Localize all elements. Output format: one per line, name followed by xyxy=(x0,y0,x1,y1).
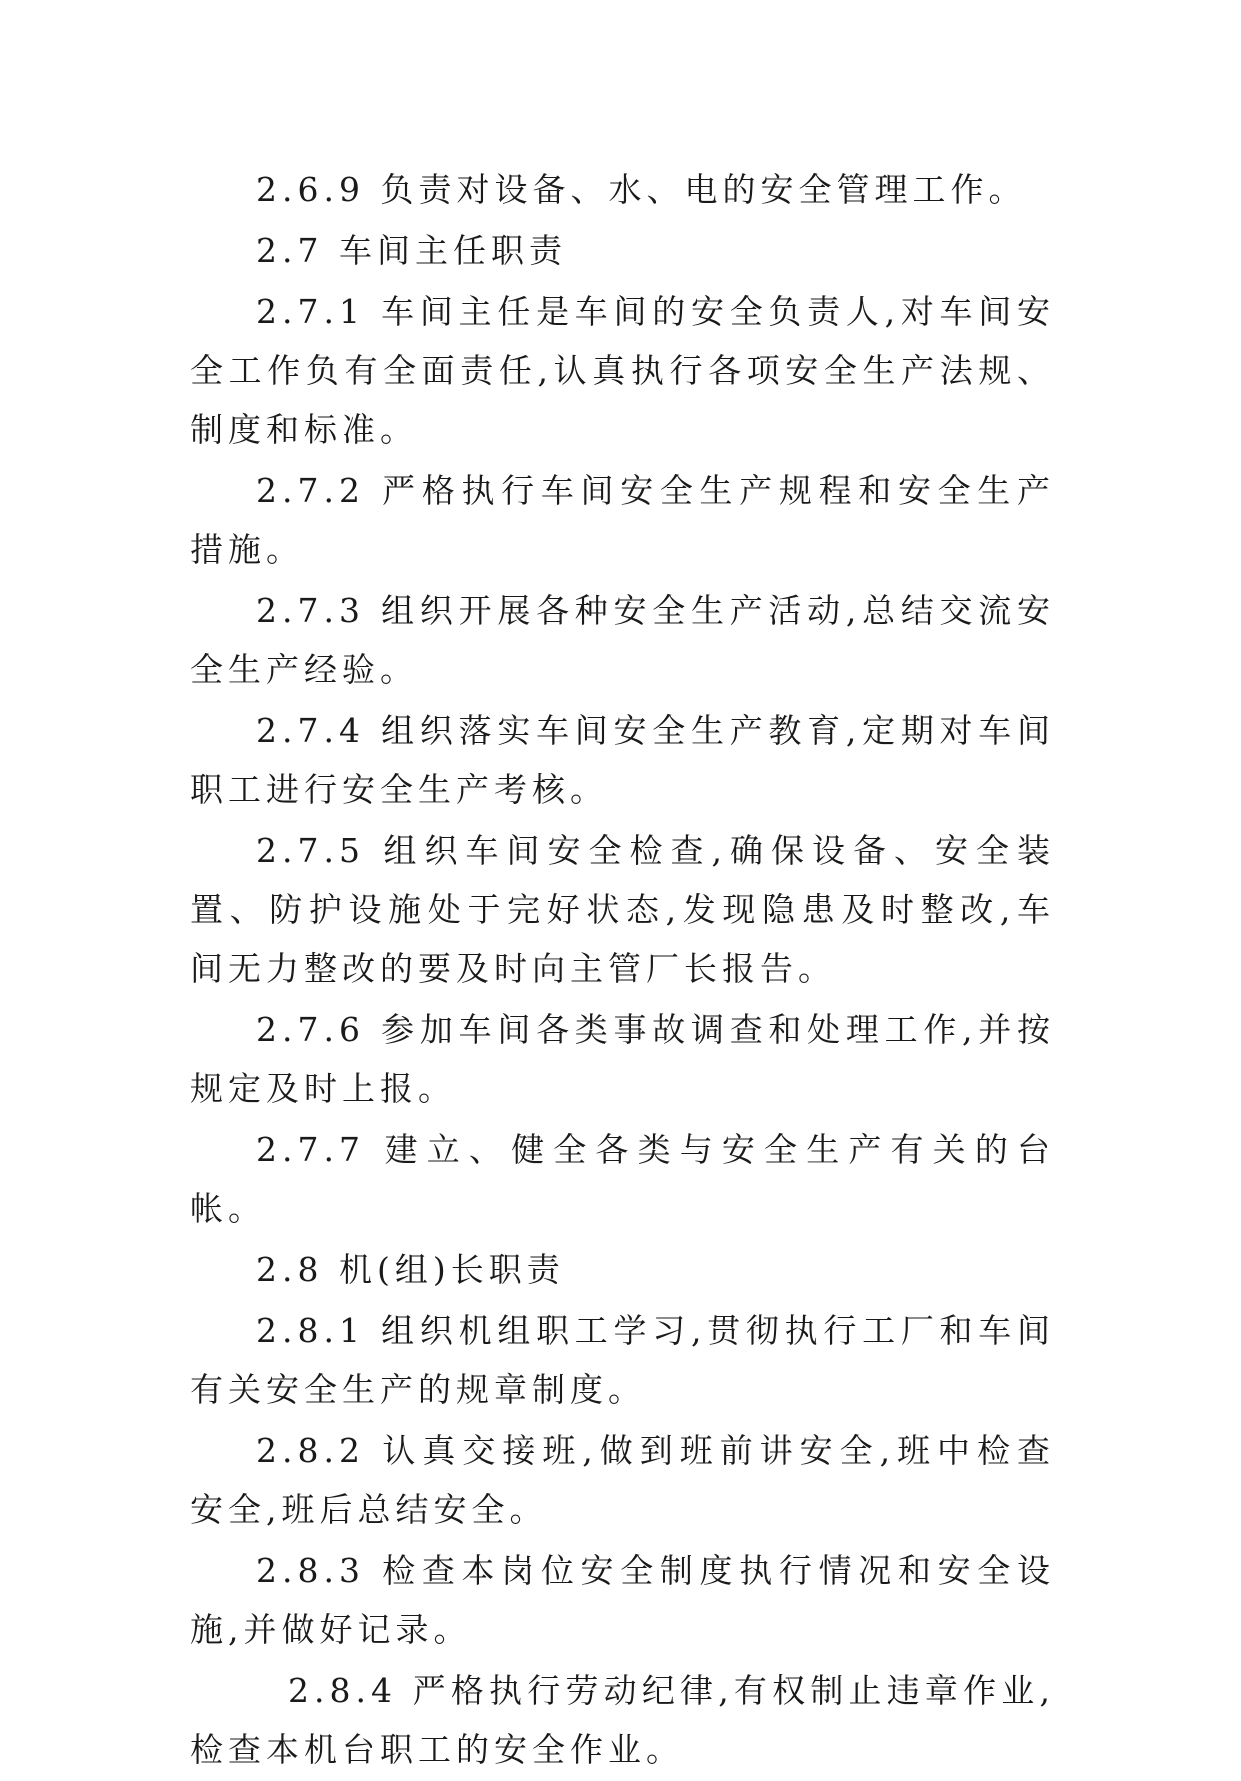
paragraph-2-7-5: 2.7.5 组织车间安全检查,确保设备、安全装置、防护设施处于完好状态,发现隐患及时整改,车间无力整改的要及时向主管厂长报告。 xyxy=(190,831,1055,988)
paragraph-2-7-4: 2.7.4 组织落实车间安全生产教育,定期对车间职工进行安全生产考核。 xyxy=(190,711,1055,809)
paragraph-2-7-2: 2.7.2 严格执行车间安全生产规程和安全生产措施。 xyxy=(190,471,1055,569)
paragraph-2-8-3: 2.8.3 检查本岗位安全制度执行情况和安全设施,并做好记录。 xyxy=(190,1551,1055,1649)
paragraph-2-7-6: 2.7.6 参加车间各类事故调查和处理工作,并按规定及时上报。 xyxy=(190,1010,1055,1108)
section-heading-2-7: 2.7 车间主任职责 xyxy=(256,231,567,270)
paragraph-2-7-7: 2.7.7 建立、健全各类与安全生产有关的台帐。 xyxy=(190,1130,1055,1228)
document-body xyxy=(190,160,1055,1781)
paragraph-2-8-1: 2.8.1 组织机组职工学习,贯彻执行工厂和车间有关安全生产的规章制度。 xyxy=(190,1311,1055,1409)
paragraph-2-8-2: 2.8.2 认真交接班,做到班前讲安全,班中检查安全,班后总结安全。 xyxy=(190,1431,1055,1529)
section-heading-2-8: 2.8 机(组)长职责 xyxy=(256,1250,565,1289)
paragraph-2-7-1: 2.7.1 车间主任是车间的安全负责人,对车间安全工作负有全面责任,认真执行各项安全生产法规、制度和标准。 xyxy=(190,292,1055,449)
paragraph-2-8-4: 2.8.4 严格执行劳动纪律,有权制止违章作业,检查本机台职工的安全作业。 xyxy=(190,1671,1055,1769)
paragraph-2-7-3: 2.7.3 组织开展各种安全生产活动,总结交流安全生产经验。 xyxy=(190,591,1055,689)
paragraph-2-6-9: 2.6.9 负责对设备、水、电的安全管理工作。 xyxy=(256,170,1027,209)
